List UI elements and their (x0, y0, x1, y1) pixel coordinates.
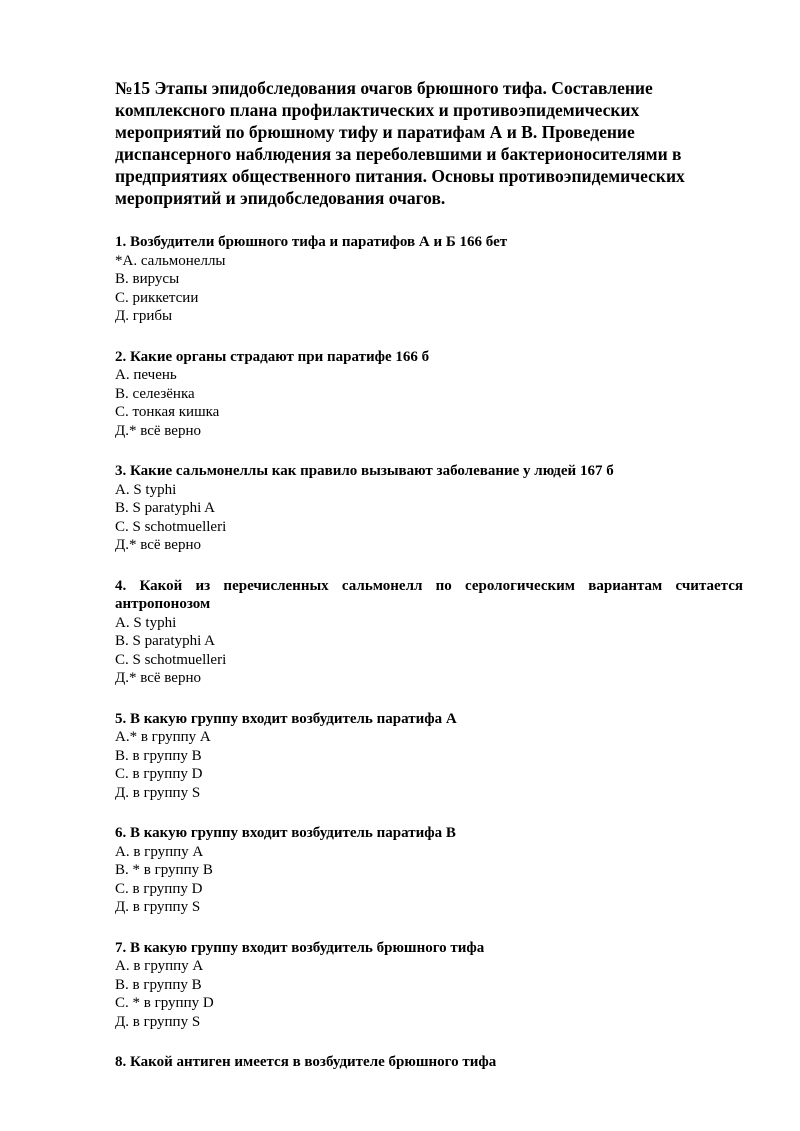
answer-option: Д.* всё верно (115, 537, 201, 553)
question-text: 1. Возбудители брюшного тифа и паратифов А и Б 166 бет (115, 234, 508, 250)
question-3 (115, 462, 743, 555)
answer-option: С. риккетсии (115, 289, 199, 306)
answer-option: А. печень (115, 367, 177, 383)
question-text: 6. В какую группу входит возбудитель паратифа В (115, 825, 456, 841)
document-title: №15 Этапы эпидобследования очагов брюшного тифа. Составление комплексного плана профилактических и противоэпидемических мероприятий по брюшному тифу и паратифам А и В. Проведение диспансерного наблюдения за переболевшими и бактерионосителями в предприятиях общественного питания. Основы противоэпидемических мероприятий и эпидобследования очагов. (115, 78, 685, 208)
question-text: 7. В какую группу входит возбудитель брюшного тифа (115, 939, 485, 956)
answer-option: Д.* всё верно (115, 422, 201, 439)
answer-option: А. S typhi (115, 614, 177, 631)
answer-option: В. * в группу В (115, 862, 213, 878)
question-text: 8. Какой антиген имеется в возбудителе брюшного тифа (115, 1054, 497, 1070)
answer-option: Д. в группу S (115, 1013, 201, 1030)
answer-option: С. в группу D (115, 880, 203, 897)
answer-option: В. в группу В (115, 747, 202, 764)
answer-option: В. в группу В (115, 976, 202, 993)
answer-option: С. S schotmuelleri (115, 651, 227, 668)
answer-option: *А. сальмонеллы (115, 252, 226, 269)
answer-option: В. S paratyphi A (115, 633, 215, 649)
answer-option: С. * в группу D (115, 995, 214, 1011)
answer-option: А. S typhi (115, 481, 177, 498)
question-6 (115, 824, 743, 917)
answer-option: А.* в группу А (115, 729, 211, 745)
answer-option: Д. в группу S (115, 899, 201, 915)
answer-option: А. в группу А (115, 958, 204, 974)
answer-option: Д. грибы (115, 308, 173, 324)
question-text: 5. В какую группу входит возбудитель паратифа А (115, 710, 457, 727)
question-1 (115, 233, 743, 326)
question-7 (115, 939, 743, 1032)
question-text: 3. Какие сальмонеллы как правило вызывают заболевание у людей 167 б (115, 463, 614, 479)
question-8 (115, 1053, 743, 1072)
answer-option: В. вирусы (115, 271, 180, 287)
answer-option: В. селезёнка (115, 385, 195, 402)
answer-option: Д.* всё верно (115, 670, 201, 686)
answer-option: В. S paratyphi A (115, 500, 215, 516)
answer-option: А. в группу А (115, 843, 204, 860)
question-5 (115, 710, 743, 803)
answer-option: С. S schotmuelleri (115, 518, 227, 535)
document-page (115, 77, 743, 1072)
question-text: 4. Какой из перечисленных сальмонелл по серологическим вариантам считается антропонозом (115, 577, 743, 612)
question-4 (115, 577, 743, 688)
answer-option: С. тонкая кишка (115, 404, 220, 420)
question-text: 2. Какие органы страдают при паратифе 166 б (115, 348, 430, 365)
question-2 (115, 348, 743, 441)
answer-option: С. в группу D (115, 766, 203, 782)
answer-option: Д. в группу S (115, 784, 201, 801)
